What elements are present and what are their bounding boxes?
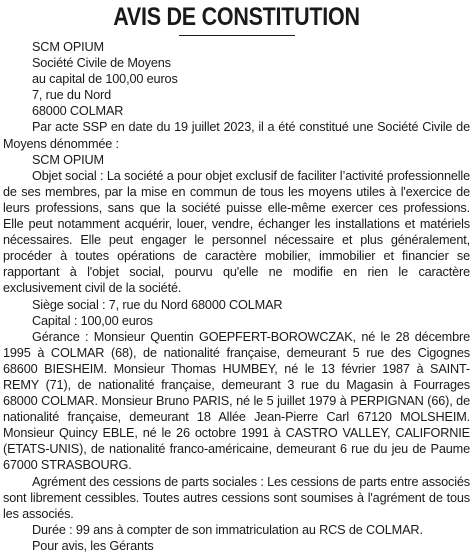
intro-paragraph: Par acte SSP en date du 19 juillet 2023, il a été constitué une Société Civile de Moyens dénommée : [3,120,470,151]
objet-paragraph: Objet social : La société a pour objet exclusif de faciliter l’activité professionnelle de ses membres, par la mise en commun de tous les moyens utiles à l'exercice de leurs professions, sans que la société puisse elle-même exercer ces professions. Elle peut notamment acquérir, louer, vendre, échanger les installations et matériels nécessaires. Elle peut engager le personnel nécessaire et plus généralement, procéder à toutes opérations de caractère mobilier, immobilier et financier se rapportant à l'objet social, pourvu qu'elle ne modifie en rien le caractère exclusivement civil de la société. [3,168,470,296]
notice-title: AVIS DE CONSTITUTION [113,3,360,31]
company-city: 68000 COLMAR [32,104,124,119]
agrement-paragraph: Agrément des cessions de parts sociales : Les cessions de parts entre associés sont librement cessibles. Toutes autres cessions sont soumises à l'agrément de tous les associés. [3,474,470,521]
company-street: 7, rue du Nord [32,88,112,103]
gerance-paragraph: Gérance : Monsieur Quentin GOEPFERT-BOROWCZAK, né le 28 décembre 1995 à COLMAR (68), de nationalité française, demeurant 5 rue des Cigognes 68600 BIESHEIM. Monsieur Thomas HUMBEY, né le 13 février 1987 à SAINT-REMY (71), de nationalité française, demeurant 3 rue du Magasin à Fourrages 68000 COLMAR. Monsieur Bruno PARIS, né le 5 juillet 1979 à PERPIGNAN (66), de nationalité française, demeurant 18 Allée Jean-Pierre Carl 67120 MOLSHEIM. Monsieur Quincy EBLE, né le 26 octobre 1991 à CASTRO VALLEY, CALIFORNIE (ETATS-UNIS), de nationalité franco-américaine, demeurant 6 rue du jeu de Paume 67000 STRASBOURG. [3,329,470,473]
company-capital: au capital de 100,00 euros [32,72,178,87]
signature-line: Pour avis, les Gérants [32,538,154,553]
notice-body [3,39,470,554]
duree-line: Durée : 99 ans à compter de son immatriculation au RCS de COLMAR. [32,522,423,537]
siege-social: Siège social : 7, rue du Nord 68000 COLMAR [32,297,283,312]
company-form: Société Civile de Moyens [32,56,171,71]
company-name: SCM OPIUM [32,40,104,54]
denomination: SCM OPIUM [32,152,104,167]
title-underline [179,35,295,36]
capital-line: Capital : 100,00 euros [32,313,153,328]
